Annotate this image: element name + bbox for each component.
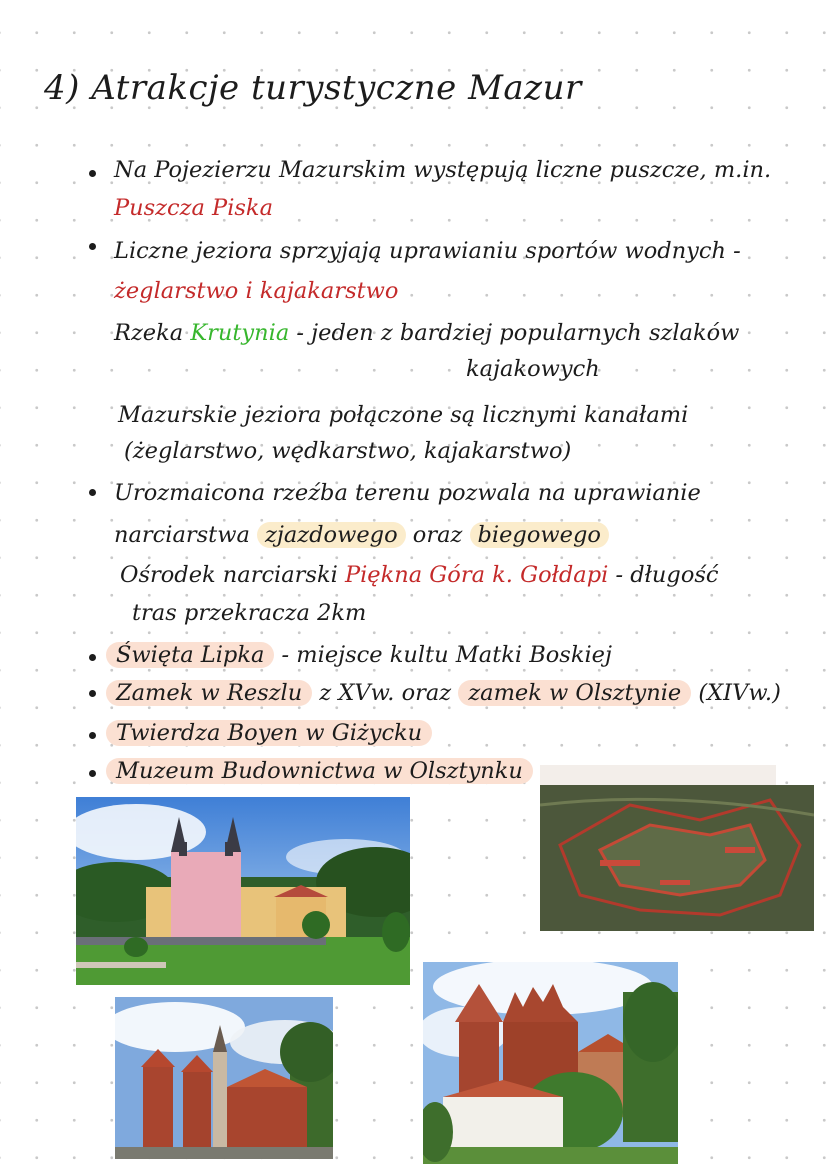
bullet-dot bbox=[89, 654, 96, 661]
photo-zamek-reszel bbox=[115, 997, 333, 1159]
highlight-peach: zamek w Olsztynie bbox=[458, 680, 691, 706]
bullet-dot bbox=[89, 732, 96, 739]
highlight-peach: Święta Lipka bbox=[106, 642, 274, 668]
text-line bbox=[106, 640, 612, 670]
highlight-peach: Zamek w Reszlu bbox=[106, 680, 312, 706]
text-line: Liczne jeziora sprzyjają uprawianiu sportów wodnych - bbox=[114, 238, 741, 264]
text-segment: Rzeka bbox=[114, 320, 184, 346]
text-line: (żeglarstwo, wędkarstwo, kajakarstwo) bbox=[124, 438, 572, 464]
text-segment: narciarstwa bbox=[114, 522, 250, 548]
text-line bbox=[106, 756, 533, 786]
bullet-dot bbox=[89, 489, 96, 496]
text-line bbox=[120, 560, 719, 590]
text-segment: (XIVw.) bbox=[698, 680, 781, 706]
highlight-peach: Twierdza Boyen w Giżycku bbox=[106, 720, 432, 746]
text-line: Mazurskie jeziora połączone są licznymi kanałami bbox=[118, 402, 689, 428]
highlight-yellow: biegowego bbox=[470, 522, 609, 548]
highlight-yellow: zjazdowego bbox=[257, 522, 406, 548]
text-segment: z XVw. oraz bbox=[319, 680, 452, 706]
photo-swieta-lipka bbox=[76, 797, 410, 985]
text-line-red: Puszcza Piska bbox=[114, 195, 273, 221]
text-line: Urozmaicona rzeźba terenu pozwala na uprawianie bbox=[114, 480, 701, 506]
bullet-dot bbox=[89, 243, 96, 250]
photo-twierdza-boyen-model bbox=[540, 785, 814, 931]
text-line bbox=[114, 318, 739, 348]
photo-zamek-olsztyn bbox=[423, 962, 678, 1164]
river-name: Krutynia bbox=[190, 320, 290, 346]
text-segment: - miejsce kultu Matki Boskiej bbox=[281, 642, 612, 668]
text-line: tras przekracza 2km bbox=[132, 600, 367, 626]
text-line bbox=[114, 520, 609, 550]
text-line bbox=[106, 718, 432, 748]
text-line-red: żeglarstwo i kajakarstwo bbox=[114, 278, 399, 304]
bullet-dot bbox=[89, 770, 96, 777]
text-line: kajakowych bbox=[466, 356, 600, 382]
text-line: Na Pojezierzu Mazurskim występują liczne puszcze, m.in. bbox=[114, 157, 772, 183]
bullet-dot bbox=[89, 170, 96, 177]
text-segment-red: Piękna Góra k. Gołdapi bbox=[344, 562, 609, 588]
page-title: 4) Atrakcje turystyczne Mazur bbox=[44, 68, 582, 108]
text-segment: Ośrodek narciarski bbox=[120, 562, 338, 588]
text-segment: - jeden z bardziej popularnych szlaków bbox=[296, 320, 740, 346]
text-line bbox=[106, 678, 781, 708]
highlight-peach: Muzeum Budownictwa w Olsztynku bbox=[106, 758, 533, 784]
text-segment: - długość bbox=[615, 562, 719, 588]
text-segment: oraz bbox=[412, 522, 463, 548]
bullet-dot bbox=[89, 690, 96, 697]
